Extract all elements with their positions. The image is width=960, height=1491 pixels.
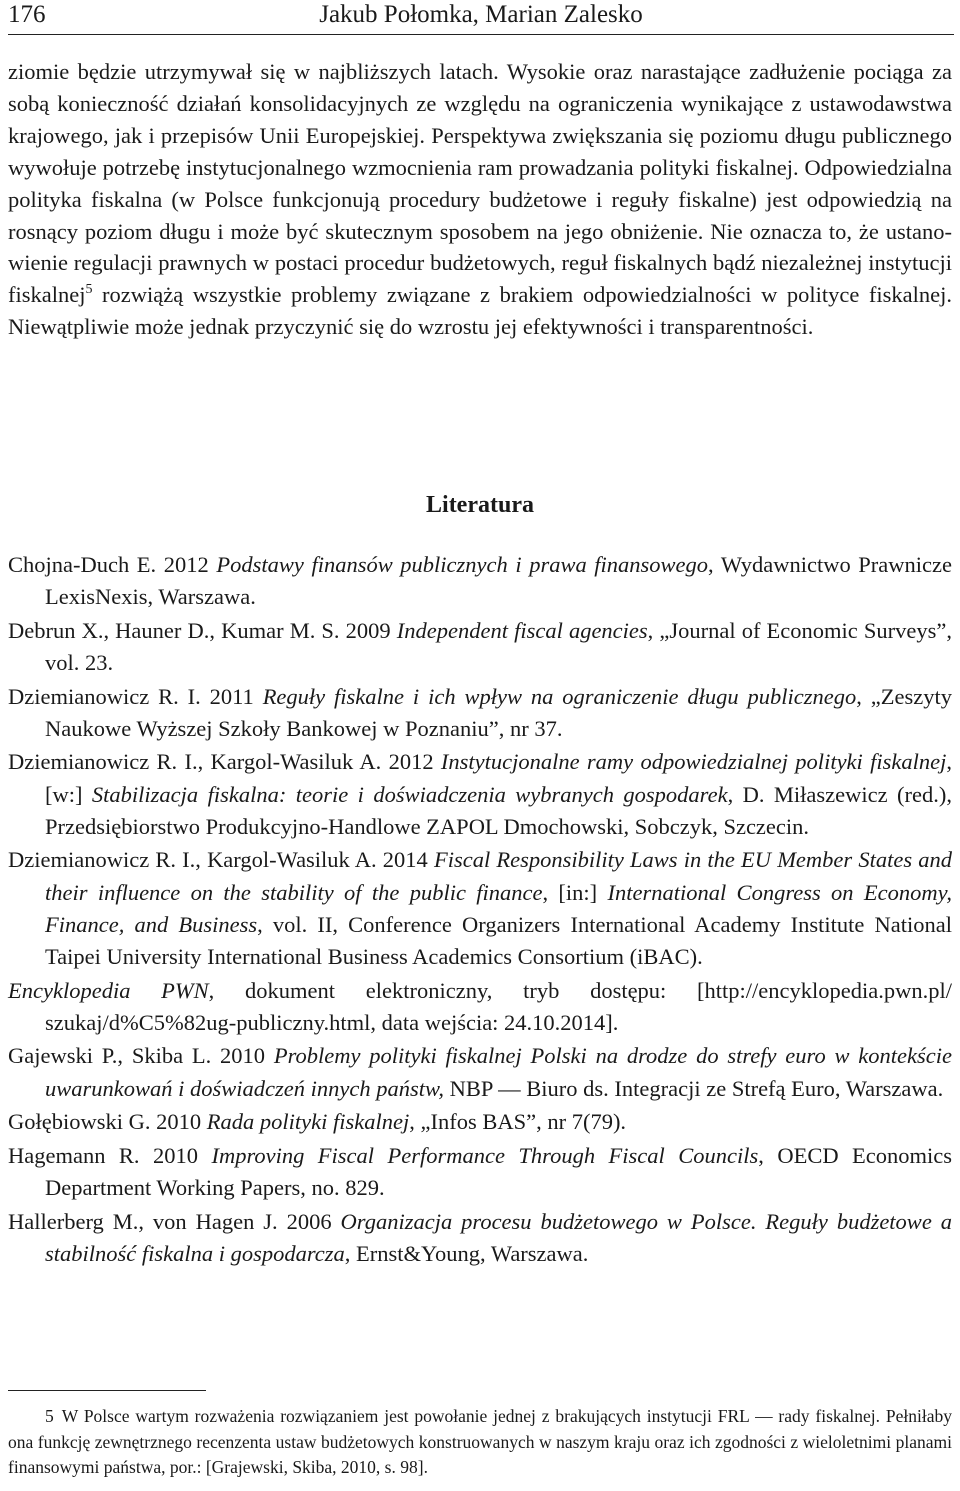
reference-title: Independent fiscal agencies: [396, 617, 648, 643]
reference-list: [8, 549, 952, 1271]
body-paragraph: [8, 56, 952, 343]
reference-item: Dziemianowicz R. I. 2011 Reguły fiskalne i ich wpływ na ograniczenie długu publicznego, „Zeszyty Naukowe Wyższej Szkoły Bankowej w Poznaniu”, nr 37.: [8, 683, 952, 741]
reference-book-title: Stabilizacja fiskalna: teorie i doświadczenia wybranych gospodarek: [91, 781, 728, 807]
reference-item: Gajewski P., Skiba L. 2010 Problemy polityki fiskalnej Polski na drodze do strefy euro w kontekście uwarunkowań i doświadczeń innych państw, NBP — Biuro ds. Integracji ze Strefą Euro, Warszawa.: [8, 1043, 952, 1101]
footnote-text: W Polsce wartym rozważenia rozwiązaniem jest powołanie jednej z brakujących instytucji FRL — rady fiskalnej. Pełniłaby ona funkcję zewnętrznego recenzenta ustaw budżetowych konstruowanych w naszym kraju oraz ich zgodności z wieloletnimi planami finansowymi państwa, por.: [Grajewski, Skiba, 2010, s. 98].: [8, 1406, 952, 1477]
reference-title: Problemy polityki fiskalnej Polski na drodze do strefy euro w kontekście uwarunkowań i doświadczeń innych państw,: [45, 1043, 952, 1101]
reference-item: [8, 975, 952, 1039]
body-text-part-1: ziomie będzie utrzymywał się w najbliższych latach. Wysokie oraz narastające zadłużenie pociąga za sobą konieczność działań konsolidacyjnych ze względu na ograniczenia wynikające z ustawodawstwa krajowego, jak i przepisów Unii Europejskiej. Perspektywa zwiększania się poziomu długu publicznego wywołuje potrzebę instytucjonalnego wzmocnienia ram prowadzania polityki fiskalnej. Odpowiedzialna polityka fiskalna (w Polsce funkcjonują procedury budżetowe i reguły fiskalne) jest odpowiedzią na rosnący poziom długu i może być skutecznym sposobem na jego obniżenie. Nie oznacza to, że ustanowienie regulacji prawnych w postaci procedur budżetowych, reguł fiskalnych bądź niezależnej instytucji fiskalnej: [8, 59, 952, 308]
reference-title: Organizacja procesu budżetowego w Polsce. Reguły budżetowe a stabilność fiskalna i gospodarcza: [45, 1208, 952, 1266]
reference-item: Dziemianowicz R. I., Kargol-Wasiluk A. 2012 Instytucjonalne ramy odpowiedzialnej polityki fiskalnej, [w:] Stabilizacja fiskalna: teorie i doświadczenia wybranych gospodarek, D. Miłaszewicz (red.), Przedsiębiorstwo Produkcyjno-Handlowe ZAPOL Dmochowski, Sobczyk, Szczecin.: [8, 749, 952, 839]
footnote-reference[interactable]: 5: [85, 282, 93, 298]
reference-item: Hallerberg M., von Hagen J. 2006 Organizacja procesu budżetowego w Polsce. Reguły budżetowe a stabilność fiskalna i gospodarcza, Ernst&Young, Warszawa.: [8, 1208, 952, 1266]
reference-item: Chojna-Duch E. 2012 Podstawy finansów publicznych i prawa finansowego, Wydawnictwo Prawnicze LexisNexis, Warszawa.: [8, 552, 953, 610]
reference-item: Hagemann R. 2010 Improving Fiscal Performance Through Fiscal Councils, OECD Economics Department Working Papers, no. 829.: [8, 1142, 953, 1200]
footnote: [8, 1404, 952, 1481]
reference-title: Improving Fiscal Performance Through Fiscal Councils: [211, 1142, 759, 1168]
running-head-authors: Jakub Połomka, Marian Zalesko: [319, 1, 643, 28]
reference-item: Dziemianowicz R. I., Kargol-Wasiluk A. 2014 Fiscal Responsibility Laws in the EU Member States and their influence on the stability of the public finance, [in:] International Congress on Economy, Finance, and Business, vol. II, Conference Organizers International Academy Institute National Taipei University International Business Academics Consortium (iBAC).: [8, 847, 953, 969]
reference-title: Encyklopedia PWN: [8, 977, 209, 1003]
reference-book-title: International Congress on Economy, Finance, and Business: [45, 879, 952, 937]
footnote-mark: 5: [45, 1406, 54, 1426]
reference-title: Instytucjonalne ramy odpowiedzialnej polityki fiskalnej: [440, 749, 947, 775]
page-number: 176: [8, 1, 46, 28]
body-text-part-2: rozwiążą wszystkie problemy związane z brakiem odpowiedzialności w polityce fiskalnej. Niewątpliwie może jednak przyczynić się do wzrostu jej efektywności i transparentności.: [8, 282, 952, 340]
running-header: [8, 0, 954, 35]
reference-url[interactable]: , dokument elektroniczny, tryb dostępu: [http://encyklopedia.pwn.pl/ szukaj/d%C5%82ug-publiczny.html, data wejścia: 24.10.2014].: [45, 977, 952, 1035]
reference-title: Fiscal Responsibility Laws in the EU Member States and their influence on the stability of the public finance: [45, 847, 952, 905]
footnote-separator: [8, 1390, 206, 1391]
reference-item: Gołębiowski G. 2010 Rada polityki fiskalnej, „Infos BAS”, nr 7(79).: [8, 1109, 627, 1135]
reference-title: Reguły fiskalne i ich wpływ na ograniczenie długu publicznego: [262, 683, 857, 709]
reference-item: Debrun X., Hauner D., Kumar M. S. 2009 Independent fiscal agencies, „Journal of Economic Surveys”, vol. 23.: [8, 617, 952, 675]
reference-title: Rada polityki fiskalnej: [206, 1109, 410, 1135]
reference-title: Podstawy finansów publicznych i prawa finansowego: [216, 552, 709, 577]
section-title-literature: Literatura: [426, 492, 534, 518]
